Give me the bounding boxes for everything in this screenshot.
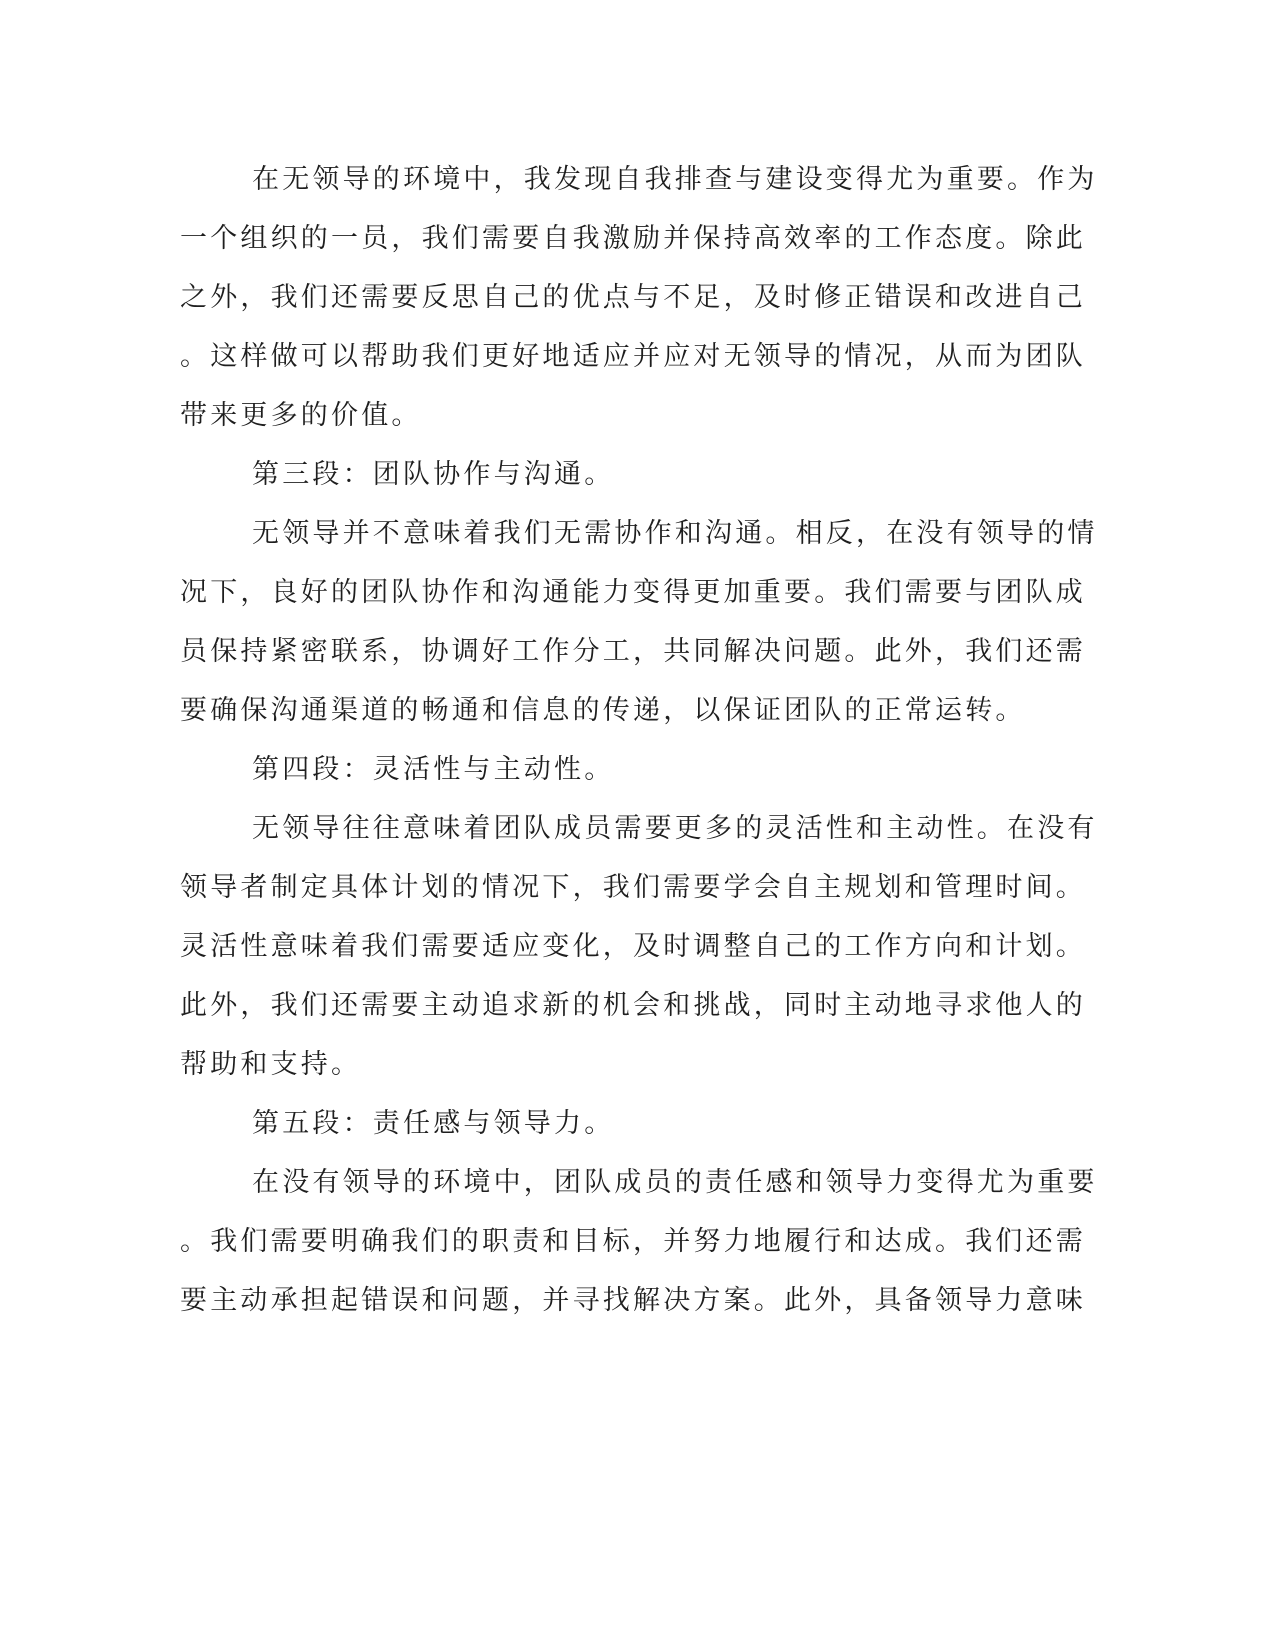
paragraph-3-line-2: 领导者制定具体计划的情况下，我们需要学会自主规划和管理时间。 xyxy=(180,872,1086,903)
paragraph-3-line-1: 无领导往往意味着团队成员需要更多的灵活性和主动性。在没有 xyxy=(252,813,1098,844)
paragraph-1-line-2: 一个组织的一员，我们需要自我激励并保持高效率的工作态度。除此 xyxy=(180,223,1086,254)
paragraph-2-line-4: 要确保沟通渠道的畅通和信息的传递，以保证团队的正常运转。 xyxy=(180,695,1026,726)
paragraph-4-line-1: 在没有领导的环境中，团队成员的责任感和领导力变得尤为重要 xyxy=(252,1167,1098,1198)
paragraph-3-line-3: 灵活性意味着我们需要适应变化，及时调整自己的工作方向和计划。 xyxy=(180,931,1086,962)
paragraph-3-line-4: 此外，我们还需要主动追求新的机会和挑战，同时主动地寻求他人的 xyxy=(180,990,1086,1021)
section-3-heading: 第三段：团队协作与沟通。 xyxy=(252,459,615,490)
paragraph-1-line-3: 之外，我们还需要反思自己的优点与不足，及时修正错误和改进自己 xyxy=(180,282,1086,313)
paragraph-3-line-5: 帮助和支持。 xyxy=(180,1049,362,1080)
paragraph-4-line-3: 要主动承担起错误和问题，并寻找解决方案。此外，具备领导力意味 xyxy=(180,1285,1086,1316)
paragraph-2-line-2: 况下，良好的团队协作和沟通能力变得更加重要。我们需要与团队成 xyxy=(180,577,1086,608)
paragraph-4-line-2: 。我们需要明确我们的职责和目标，并努力地履行和达成。我们还需 xyxy=(180,1226,1086,1257)
paragraph-1-line-4: 。这样做可以帮助我们更好地适应并应对无领导的情况，从而为团队 xyxy=(180,341,1086,372)
paragraph-1-line-5: 带来更多的价值。 xyxy=(180,400,422,431)
paragraph-1-line-1: 在无领导的环境中，我发现自我排查与建设变得尤为重要。作为 xyxy=(252,164,1098,195)
section-5-heading: 第五段：责任感与领导力。 xyxy=(252,1108,615,1139)
paragraph-2-line-3: 员保持紧密联系，协调好工作分工，共同解决问题。此外，我们还需 xyxy=(180,636,1086,667)
section-4-heading: 第四段：灵活性与主动性。 xyxy=(252,754,615,785)
paragraph-2-line-1: 无领导并不意味着我们无需协作和沟通。相反，在没有领导的情 xyxy=(252,518,1098,549)
